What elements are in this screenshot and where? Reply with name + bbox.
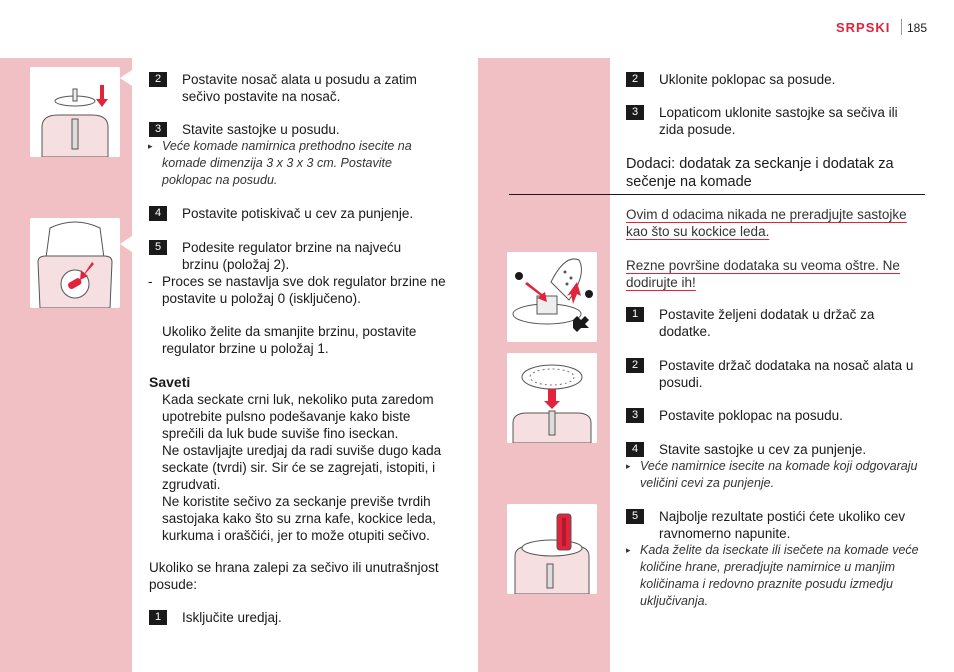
note-line: poklopac na posudu. — [162, 173, 278, 187]
dash-marker: - — [148, 274, 153, 289]
step-text: zida posude. — [659, 122, 736, 137]
tip-line: sprečili da luk bude suviše fino iseckan. — [162, 426, 399, 441]
step-text: Uklonite poklopac sa posude. — [659, 72, 836, 87]
step-number: 3 — [626, 408, 644, 423]
arrow-icon: ▸ — [626, 545, 631, 555]
note-line: posude: — [149, 577, 198, 592]
note-3 — [148, 138, 412, 189]
note-line: postavite u položaj 0 (isključeno). — [162, 291, 361, 306]
step-text: dodatke. — [659, 324, 711, 339]
note-line: Veće komade namirnica prethodno isecite na — [162, 139, 412, 153]
step-2-right — [626, 357, 913, 391]
tip-line: Ne koristite sečivo za seckanje previše tvrdih — [162, 494, 431, 509]
callout-notch — [120, 236, 132, 252]
step-text: Postavite držač dodataka na nosač alata u — [659, 358, 914, 373]
tip-line: sastojaka kako što su zrna kafe, kockice leda, — [162, 511, 436, 526]
step-number: 5 — [149, 240, 167, 255]
step-text: Postavite potiskivač u cev za punjenje. — [182, 206, 414, 221]
section-divider — [509, 194, 925, 195]
speed-note — [162, 323, 416, 357]
note-line: regulator brzine u položaj 1. — [162, 341, 329, 356]
step-text: Lopaticom uklonite sastojke sa sečiva ili — [659, 105, 898, 120]
note-4 — [626, 458, 918, 492]
warning-line: Ovim d odacima nikada ne preradjujte sastojke — [626, 207, 907, 222]
callout-notch — [120, 70, 132, 86]
note-line: uključivanja. — [640, 594, 709, 608]
tip-line: upotrebite pulsno podešavanje kako biste — [162, 409, 411, 424]
step-text: Isključite uredjaj. — [182, 610, 282, 625]
pusher-illustration — [507, 504, 597, 594]
step-number: 2 — [149, 72, 167, 87]
step-2-left — [149, 71, 417, 105]
step-1-right — [626, 306, 874, 340]
note-line: veličini cevi za punjenje. — [640, 476, 775, 490]
step-number: 3 — [626, 105, 644, 120]
warning-sharp — [626, 257, 900, 291]
stuck-food-note — [149, 559, 439, 593]
heading-line: sečenje na komade — [626, 174, 752, 190]
tip-line: seckate (tvrdi) sir. Sir će se zagrejati, istopiti, i — [162, 460, 436, 475]
blade-mounting-illustration — [30, 67, 120, 157]
step-text: Stavite sastojke u posudu. — [182, 122, 340, 137]
warning-line: Rezne površine dodataka su veoma oštre. Ne — [626, 258, 900, 273]
speed-control-illustration — [30, 218, 120, 308]
step-text: ravnomerno napunite. — [659, 526, 791, 541]
step-3-left — [149, 121, 340, 138]
note-line: Veće namirnice isecite na komade koji odgovaraju — [640, 459, 918, 473]
step-text: Postavite nosač alata u posudu a zatim — [182, 72, 417, 87]
heading-line: Dodaci: dodatak za seckanje i dodatak za — [626, 156, 894, 172]
tip-line: kurkuma i oraščići, jer to može otupiti sečivo. — [162, 528, 430, 543]
step-text: Podesite regulator brzine na najveću — [182, 240, 402, 255]
step-4-left — [149, 205, 413, 222]
tips-title: Saveti — [149, 374, 191, 390]
step-number: 3 — [149, 122, 167, 137]
step-2-right-top — [626, 71, 835, 88]
step-text: Postavite poklopac na posudu. — [659, 408, 843, 423]
header-divider — [901, 19, 902, 35]
note-line: količinama i redovno praznite posudu izmedju — [640, 577, 893, 591]
tip-line: zgrudvati. — [162, 477, 221, 492]
step-text: Stavite sastojke u cev za punjenje. — [659, 442, 867, 457]
step-text: sečivo postavite na nosač. — [182, 89, 341, 104]
note-line: komade dimenzija 3 x 3 x 3 cm. Postavite — [162, 156, 392, 170]
step-number: 2 — [626, 358, 644, 373]
step-text: Najbolje rezultate postići ćete ukoliko cev — [659, 509, 906, 524]
tip-line: Ne ostavljajte uredjaj da radi suviše dugo kada — [162, 443, 442, 458]
disc-mounting-illustration — [507, 353, 597, 443]
note-line: Ukoliko želite da smanjite brzinu, postavite — [162, 324, 417, 339]
note-line: količine hrane, preradjujte namirnice u manjim — [640, 560, 895, 574]
step-1-left — [149, 609, 282, 626]
step-5-right — [626, 508, 905, 542]
step-text: Postavite željeni dodatak u držač za — [659, 307, 875, 322]
language-label: SRPSKI — [836, 20, 891, 35]
warning-line: kao što su kockice leda. — [626, 224, 770, 239]
note-line: Kada želite da iseckate ili isečete na komade veće — [640, 543, 919, 557]
step-number: 4 — [149, 206, 167, 221]
warning-line: dodirujte ih! — [626, 275, 696, 290]
step-5-left — [149, 239, 401, 273]
warning-ice — [626, 206, 907, 240]
page-number: 185 — [907, 21, 928, 35]
dash-note-5 — [148, 273, 446, 307]
step-number: 2 — [626, 72, 644, 87]
step-3-right-top — [626, 104, 898, 138]
note-line: Ukoliko se hrana zalepi za sečivo ili unutrašnjost — [149, 560, 439, 575]
note-5 — [626, 542, 919, 610]
step-number: 5 — [626, 509, 644, 524]
arrow-icon: ▸ — [148, 141, 153, 151]
step-number: 1 — [149, 610, 167, 625]
step-4-right — [626, 441, 866, 458]
step-number: 4 — [626, 442, 644, 457]
step-text: posudi. — [659, 375, 703, 390]
tip-line: Kada seckate crni luk, nekoliko puta zaredom — [162, 392, 434, 407]
step-text: brzinu (položaj 2). — [182, 257, 290, 272]
tips-body — [162, 391, 441, 544]
arrow-icon: ▸ — [626, 461, 631, 471]
disc-holder-illustration — [507, 252, 597, 342]
note-line: Proces se nastavlja sve dok regulator brzine ne — [162, 274, 446, 289]
step-number: 1 — [626, 307, 644, 322]
section-heading — [626, 155, 894, 191]
step-3-right — [626, 407, 843, 424]
